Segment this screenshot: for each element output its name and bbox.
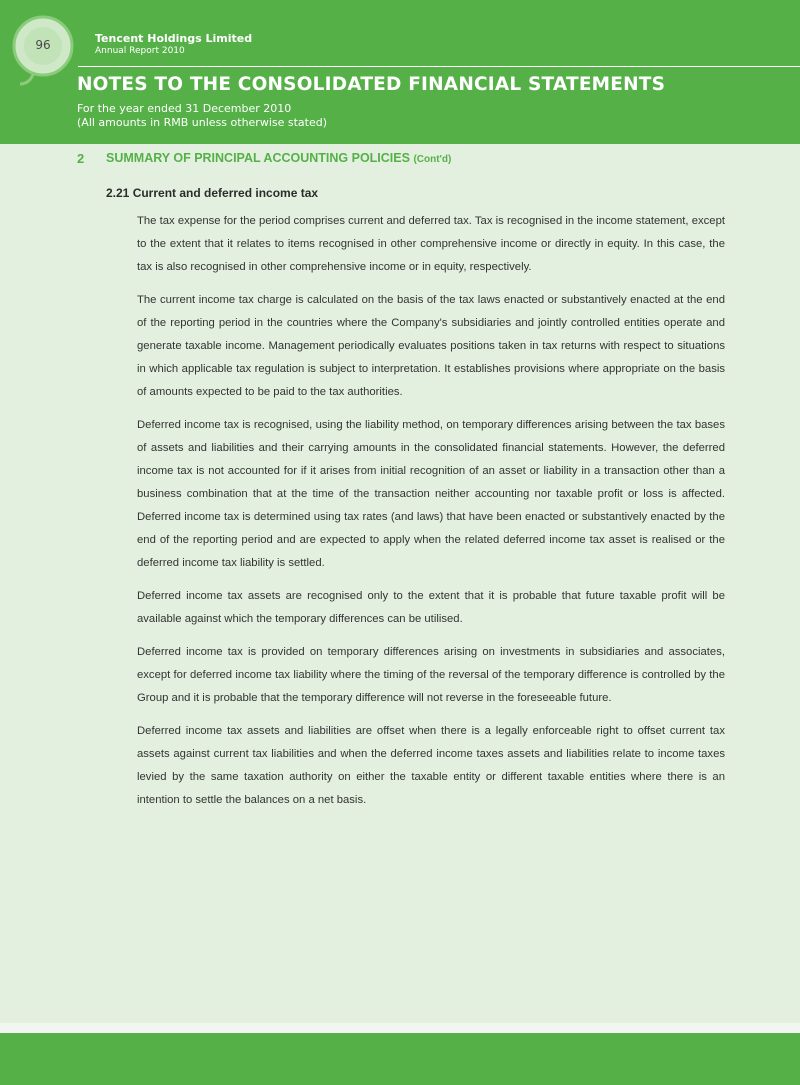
report-name: Annual Report 2010 (95, 46, 185, 56)
section-heading (106, 151, 451, 165)
header-divider (78, 66, 800, 67)
paragraph-deferred-tax-method: Deferred income tax is recognised, using the liability method, on temporary differences arising between the tax bases of assets and liabilities and their carrying amounts in the consolidated financial statements. However, the deferred income tax is not accounted for if it arises from initial recognition of an asset or liability in a transaction other than a business combination that at the time of the transaction neither accounting nor taxable profit or loss is affected. Deferred income tax is determined using tax rates (and laws) that have been enacted or substantively enacted by the end of the reporting period and are expected to apply when the related deferred income tax asset is realised or the deferred income tax liability is settled. (137, 419, 725, 569)
subtitle-currency-note: (All amounts in RMB unless otherwise stated) (77, 116, 328, 129)
section-number: 2 (77, 151, 85, 166)
continued-label: (Cont'd) (413, 154, 452, 165)
paragraph-investments: Deferred income tax is provided on temporary differences arising on investments in subsidiaries and associates, except for deferred income tax liability where the timing of the reversal of the temporary difference is controlled by the Group and it is probable that the temporary difference will not reverse in the foreseeable future. (137, 646, 725, 704)
body-text (137, 210, 725, 822)
page-title: NOTES TO THE CONSOLIDATED FINANCIAL STATEMENTS (77, 74, 666, 95)
footer-divider (0, 1023, 800, 1033)
paragraph-current-tax: The current income tax charge is calculated on the basis of the tax laws enacted or substantively enacted at the end of the reporting period in the countries where the Company's subsidiaries and jointly controlled entities operate and generate taxable income. Management periodically evaluates positions taken in tax returns with respect to situations in which applicable tax regulation is subject to interpretation. It establishes provisions where appropriate on the basis of amounts expected to be paid to the tax authorities. (137, 294, 725, 398)
section-title: SUMMARY OF PRINCIPAL ACCOUNTING POLICIES (106, 151, 410, 165)
paragraph-deferred-tax-assets: Deferred income tax assets are recognised only to the extent that it is probable that future taxable profit will be available against which the temporary differences can be utilised. (137, 590, 725, 625)
paragraph-offset: Deferred income tax assets and liabilities are offset when there is a legally enforceable right to offset current tax assets against current tax liabilities and when the deferred income taxes assets and liabilities relate to income taxes levied by the same taxation authority on either the taxable entity or different taxable entities where there is an intention to settle the balances on a net basis. (137, 725, 725, 806)
subsection-heading: 2.21 Current and deferred income tax (106, 186, 319, 200)
company-name: Tencent Holdings Limited (95, 32, 253, 45)
paragraph-tax-expense: The tax expense for the period comprises current and deferred tax. Tax is recognised in the income statement, except to the extent that it relates to items recognised in other comprehensive income or directly in equity. In this case, the tax is also recognised in other comprehensive income or in equity, respectively. (137, 215, 725, 273)
footer-band (0, 1033, 800, 1085)
page-header (0, 0, 800, 144)
page-number: 96 (35, 38, 51, 52)
subtitle-period: For the year ended 31 December 2010 (77, 102, 292, 115)
